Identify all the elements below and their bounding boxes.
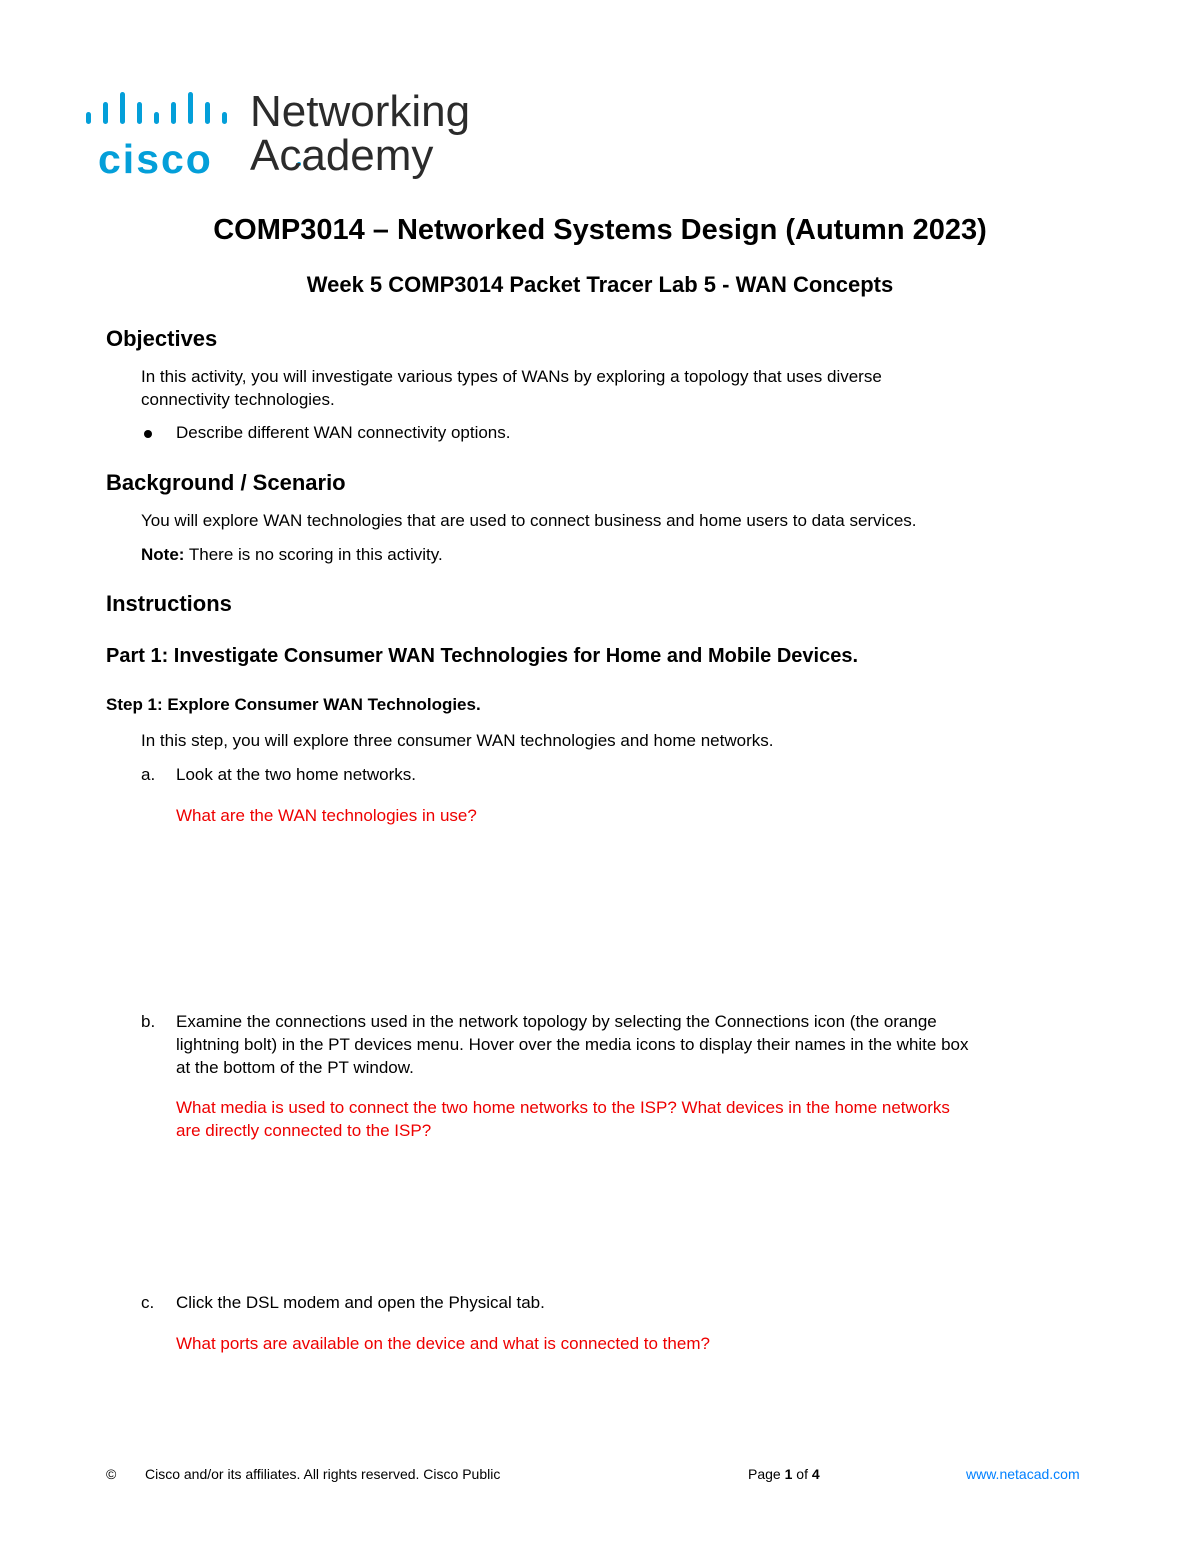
item-b-question-line2: are directly connected to the ISP? <box>176 1121 432 1140</box>
page-indicator <box>748 1464 820 1484</box>
objective-bullet-item: Describe different WAN connectivity options. <box>176 423 511 442</box>
note-label: Note: <box>141 545 185 564</box>
item-a-text: Look at the two home networks. <box>176 765 417 784</box>
item-b-question-line1: What media is used to connect the two home networks to the ISP? What devices in the home networks <box>176 1098 950 1117</box>
instructions-heading: Instructions <box>106 591 232 616</box>
note-text: There is no scoring in this activity. <box>184 545 443 564</box>
course-title: COMP3014 – Networked Systems Design (Autumn 2023) <box>213 214 987 246</box>
page-mid: of <box>792 1466 812 1482</box>
objectives-intro-line1: In this activity, you will investigate various types of WANs by exploring a topology that uses diverse <box>141 367 882 386</box>
item-c-marker: c. <box>141 1293 155 1312</box>
cisco-networking-academy-logo <box>84 84 484 184</box>
item-b-text-line2: lightning bolt) in the PT devices menu. Hover over the media icons to display their names in the white box <box>176 1035 969 1054</box>
page-current: 1 <box>784 1466 793 1482</box>
objectives-heading: Objectives <box>106 326 218 351</box>
background-text: You will explore WAN technologies that are used to connect business and home users to data services. <box>141 511 917 530</box>
item-b-text-line1: Examine the connections used in the network topology by selecting the Connections icon (the orange <box>176 1012 937 1031</box>
netacad-link[interactable]: www.netacad.com <box>966 1466 1080 1482</box>
bullet-dot <box>144 430 152 438</box>
page-prefix: Page <box>748 1466 785 1482</box>
item-c-question: What ports are available on the device and what is connected to them? <box>176 1334 710 1353</box>
step1-intro: In this step, you will explore three consumer WAN technologies and home networks. <box>141 731 774 750</box>
logo-academy: Academy <box>250 131 434 180</box>
item-c-text: Click the DSL modem and open the Physical tab. <box>176 1293 545 1312</box>
item-b-marker: b. <box>141 1012 156 1031</box>
cisco-wordmark: cisco <box>98 136 213 182</box>
objectives-intro-line2: connectivity technologies. <box>141 390 335 409</box>
page-total: 4 <box>811 1466 820 1482</box>
note-line <box>141 543 443 566</box>
logo-networking: Networking <box>250 87 471 136</box>
item-a-question: What are the WAN technologies in use? <box>176 806 477 825</box>
background-heading: Background / Scenario <box>106 470 346 495</box>
lab-title: Week 5 COMP3014 Packet Tracer Lab 5 - WAN Concepts <box>306 272 894 297</box>
item-b-text-line3: at the bottom of the PT window. <box>176 1058 414 1077</box>
part1-heading: Part 1: Investigate Consumer WAN Technologies for Home and Mobile Devices. <box>106 645 859 667</box>
copyright-text: Cisco and/or its affiliates. All rights reserved. Cisco Public <box>145 1466 501 1482</box>
item-a-marker: a. <box>141 765 156 784</box>
step1-heading: Step 1: Explore Consumer WAN Technologies. <box>106 695 481 714</box>
cisco-bridge-bars-icon <box>84 90 244 130</box>
copyright-symbol: © <box>106 1466 117 1482</box>
